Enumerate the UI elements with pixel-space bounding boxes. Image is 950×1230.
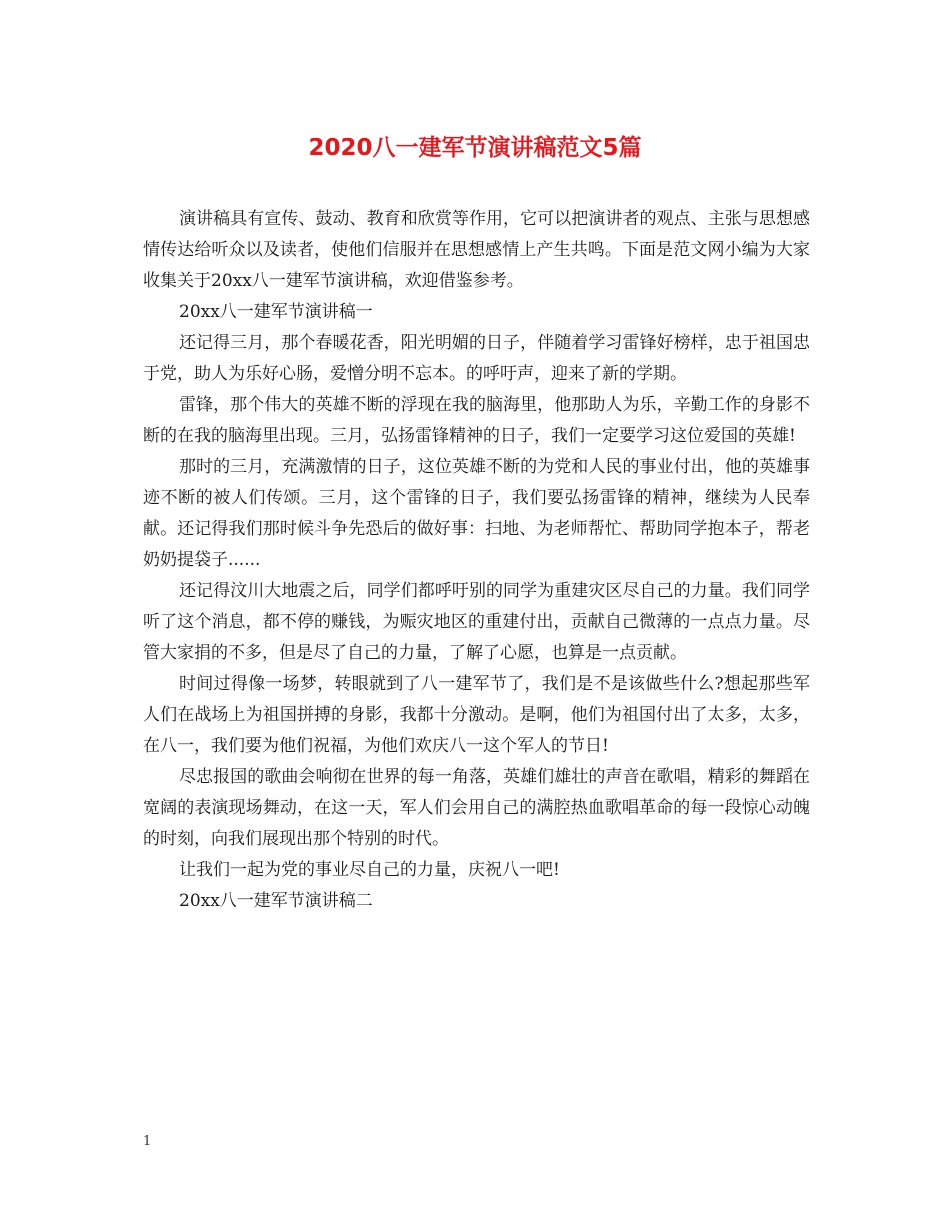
paragraph: 让我们一起为党的事业尽自己的力量，庆祝八一吧! bbox=[179, 860, 560, 880]
page-number: 1 bbox=[143, 1134, 152, 1149]
paragraph: 还记得三月，那个春暖花香，阳光明媚的日子，伴随着学习雷锋好榜样，忠于祖国忠于党，助人为乐好心肠，爱憎分明不忘本。的呼吁声，迎来了新的学期。 bbox=[143, 333, 810, 384]
paragraph: 那时的三月，充满激情的日子，这位英雄不断的为党和人民的事业付出，他的英雄事迹不断的被人们传颂。三月，这个雷锋的日子，我们要弘扬雷锋的精神，继续为人民奉献。还记得我们那时候斗争先恐后的做好事：扫地、为老师帮忙、帮助同学抱本子，帮老奶奶提袋子...... bbox=[143, 457, 810, 570]
document-body bbox=[143, 204, 810, 917]
paragraph: 尽忠报国的歌曲会响彻在世界的每一角落，英雄们雄壮的声音在歌唱，精彩的舞蹈在宽阔的表演现场舞动，在这一天，军人们会用自己的满腔热血歌唱革命的每一段惊心动魄的时刻，向我们展现出那个特别的时代。 bbox=[143, 767, 810, 849]
paragraph-intro: 演讲稿具有宣传、鼓动、教育和欣赏等作用，它可以把演讲者的观点、主张与思想感情传达给听众以及读者，使他们信服并在思想感情上产生共鸣。下面是范文网小编为大家收集关于20xx八一建军节演讲稿，欢迎借鉴参考。 bbox=[143, 209, 810, 291]
paragraph: 还记得汶川大地震之后，同学们都呼吁别的同学为重建灾区尽自己的力量。我们同学听了这个消息，都不停的赚钱，为赈灾地区的重建付出，贡献自己微薄的一点点力量。尽管大家捐的不多，但是尽了自己的力量，了解了心愿，也算是一点贡献。 bbox=[143, 581, 810, 663]
section-heading-2: 20xx八一建军节演讲稿二 bbox=[179, 891, 373, 911]
paragraph: 时间过得像一场梦，转眼就到了八一建军节了，我们是不是该做些什么?想起那些军人们在战场上为祖国拼搏的身影，我都十分激动。是啊，他们为祖国付出了太多，太多，在八一，我们要为他们祝福，为他们欢庆八一这个军人的节日! bbox=[143, 674, 810, 756]
section-heading-1: 20xx八一建军节演讲稿一 bbox=[179, 302, 373, 322]
paragraph: 雷锋，那个伟大的英雄不断的浮现在我的脑海里，他那助人为乐，辛勤工作的身影不断的在我的脑海里出现。三月，弘扬雷锋精神的日子，我们一定要学习这位爱国的英雄! bbox=[143, 395, 810, 446]
document-title: 2020八一建军节演讲稿范文5篇 bbox=[308, 135, 642, 161]
